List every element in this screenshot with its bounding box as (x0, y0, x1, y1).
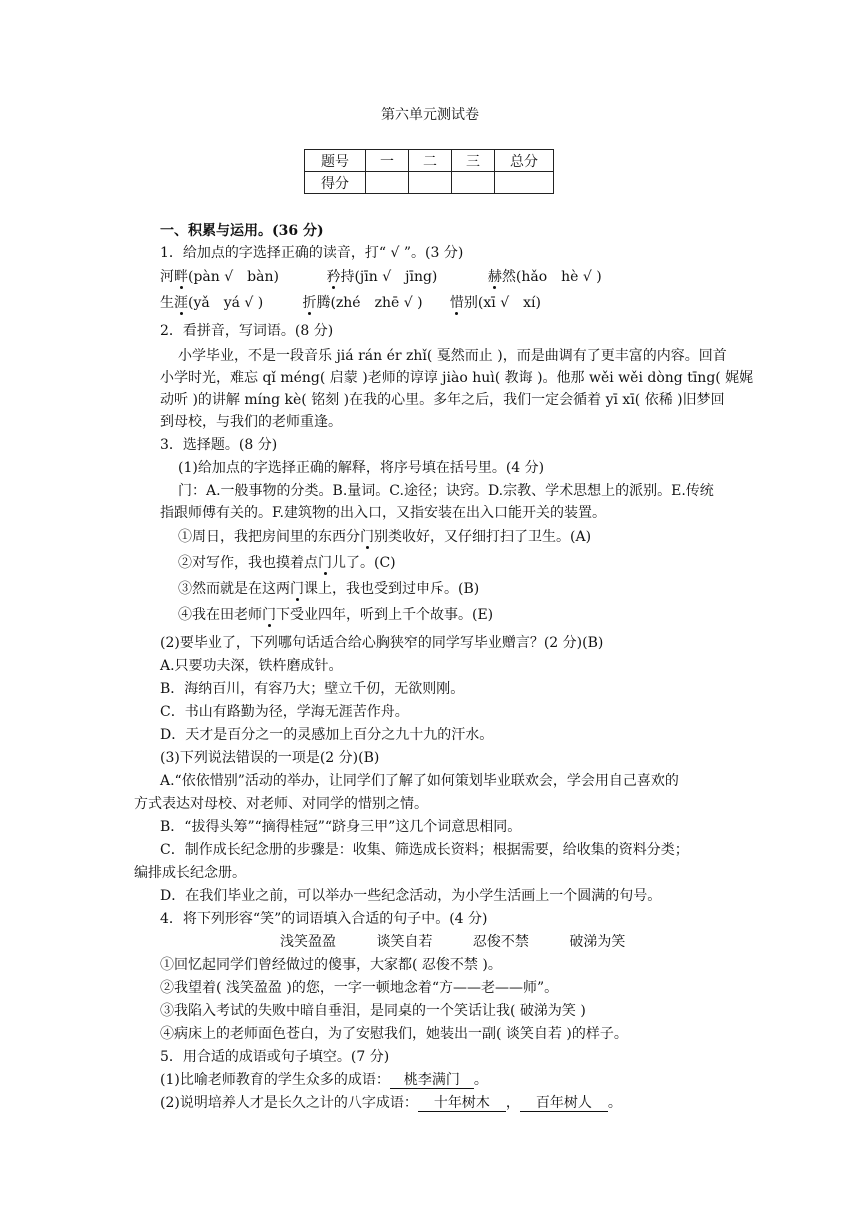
dotted-char: 涯 (174, 295, 188, 311)
text: 别 (463, 295, 478, 311)
text: ， (505, 1095, 520, 1111)
word-bank-item: 谈笑自若 (376, 934, 433, 950)
text: (yǎ yá √ ) (188, 295, 264, 311)
q1-item (488, 268, 602, 286)
option-line: 编排成长纪念册。 (134, 865, 246, 881)
text: ②对写作，我也摸着点 (178, 555, 318, 571)
text: 然 (501, 269, 516, 285)
option-line: C．制作成长纪念册的步骤是：收集、筛选成长资料；根据需要，给收集的资料分类； (160, 842, 689, 858)
question-5-line-1 (160, 1071, 488, 1089)
question-1-stem: 1．给加点的字选择正确的读音，打“ √ ”。(3 分) (160, 245, 464, 261)
question-3-part-3: (3)下列说法错误的一项是(2 分)(B) (160, 750, 380, 766)
answer-blank[interactable]: 十年树木 (418, 1096, 506, 1112)
score-input-cell[interactable] (366, 172, 409, 194)
definition-line: 指跟师傅有关的。F.建筑物的出入口，又指安装在出入口能开关的装置。 (160, 505, 606, 521)
option-line: C．书山有路勤为径，学海无涯苦作舟。 (160, 704, 409, 720)
question-3-part-2: (2)要毕业了，下列哪句话适合给心胸狭窄的同学写毕业赠言？(2 分)(B) (160, 635, 604, 651)
text: 河 (160, 269, 174, 285)
score-table (304, 149, 554, 194)
text: 。 (473, 1072, 488, 1088)
option-line: B．“拔得头筹”“摘得桂冠”“跻身三甲”这几个词意思相同。 (160, 819, 522, 835)
score-table-cell: 一 (366, 150, 409, 172)
q1-item (450, 294, 541, 312)
text: 别类收好，又仔细打扫了卫生。(A) (374, 529, 592, 545)
question-4-line: ③我陷入考试的失败中暗自垂泪，是同桌的一个笑话让我( 破涕为笑 ) (160, 1003, 586, 1019)
text: (1)比喻老师教育的学生众多的成语： (160, 1072, 390, 1088)
question-1-row-1 (160, 268, 602, 286)
page-title: 第六单元测试卷 (381, 107, 479, 123)
text: ①周日，我把房间里的东西分 (178, 529, 360, 545)
text: 生 (160, 295, 174, 311)
q1-item (160, 268, 322, 286)
section-heading: 一、积累与运用。(36 分) (160, 223, 324, 239)
option-line: A.“依依惜别”活动的举办，让同学们了解了如何策划毕业联欢会，学会用自己喜欢的 (160, 773, 679, 789)
sentence-item (178, 554, 396, 572)
definition-line: 门：A.一般事物的分类。B.量词。C.途径；诀窍。D.宗教、学术思想上的派别。E.传统 (178, 483, 714, 499)
dotted-char: 门 (262, 607, 276, 623)
score-table-score-row (305, 172, 554, 194)
dotted-char: 门 (318, 555, 332, 571)
dotted-char: 门 (360, 529, 374, 545)
question-2-line: 小学时光，难忘 qǐ méng( 启蒙 )老师的谆谆 jiào huì( 教诲 )。他那 wěi wěi dòng tīng( 娓娓 (160, 370, 754, 386)
text: 。 (607, 1095, 622, 1111)
text: (xī √ xí) (477, 295, 541, 311)
q1-item (302, 294, 445, 312)
option-line: B．海纳百川，有容乃大；壁立千仞，无欲则刚。 (160, 681, 465, 697)
text: ④我在田老师 (178, 607, 262, 623)
score-input-cell[interactable] (495, 172, 554, 194)
dotted-char: 矜 (326, 269, 341, 285)
sentence-item (178, 580, 479, 598)
question-4-line: ①回忆起同学们曾经做过的傻事，大家都( 忍俊不禁 )。 (160, 957, 502, 973)
option-line: 方式表达对母校、对老师、对同学的惜别之情。 (134, 796, 428, 812)
text: (pàn √ bàn) (188, 269, 279, 285)
word-bank (280, 933, 625, 951)
question-2-line: 小学毕业，不是一段音乐 jiá rán ér zhǐ( 戛然而止 )，而是曲调有了更丰富的内容。回首 (178, 348, 727, 364)
text: 课上，我也受到过申斥。(B) (304, 581, 480, 597)
score-table-cell: 题号 (305, 150, 366, 172)
score-table-cell: 二 (409, 150, 452, 172)
text: 下受业四年，听到上千个故事。(E) (276, 607, 494, 623)
option-line: D．在我们毕业之前，可以举办一些纪念活动，为小学生活画上一个圆满的句号。 (160, 888, 662, 904)
score-table-header-row (305, 150, 554, 172)
word-bank-item: 浅笑盈盈 (280, 934, 336, 950)
question-4-line: ④病床上的老师面色苍白，为了安慰我们，她装出一副( 谈笑自若 )的样子。 (160, 1026, 628, 1042)
question-2-stem: 2．看拼音，写词语。(8 分) (160, 323, 334, 339)
q1-item (326, 268, 483, 286)
question-2-line: 动听 )的讲解 míng kè( 铭刻 )在我的心里。多年之后，我们一定会循着 yī xī( 依稀 )旧梦回 (160, 392, 725, 408)
text: 持 (340, 269, 355, 285)
question-3-stem: 3．选择题。(8 分) (160, 437, 278, 453)
dotted-char: 畔 (174, 269, 188, 285)
dotted-char: 折 (302, 295, 317, 311)
answer-blank[interactable]: 百年树人 (520, 1096, 608, 1112)
score-input-cell[interactable] (409, 172, 452, 194)
score-table-cell: 三 (452, 150, 495, 172)
score-table-cell: 得分 (305, 172, 366, 194)
option-line: D．天才是百分之一的灵感加上百分之九十九的汗水。 (160, 727, 494, 743)
text: (jīn √ jīng) (354, 269, 438, 285)
question-5-stem: 5．用合适的成语或句子填空。(7 分) (160, 1049, 390, 1065)
question-1-row-2 (160, 294, 541, 312)
sentence-item (178, 528, 591, 546)
dotted-char: 惜 (449, 295, 464, 311)
score-table-cell: 总分 (495, 150, 554, 172)
question-4-stem: 4．将下列形容“笑”的词语填入合适的句子中。(4 分) (160, 911, 488, 927)
question-5-line-2 (160, 1094, 622, 1112)
word-bank-item: 忍俊不禁 (472, 934, 529, 950)
text: ③然而就是在这两 (178, 581, 290, 597)
text: 腾 (316, 295, 331, 311)
question-4-line: ②我望着( 浅笑盈盈 )的您，一字一顿地念着“方——老——师”。 (160, 980, 559, 996)
text: (2)说明培养人才是长久之计的八字成语： (160, 1095, 418, 1111)
question-2-line: 到母校，与我们的老师重逢。 (160, 414, 342, 430)
option-line: A.只要功夫深，铁杵磨成针。 (160, 658, 343, 674)
question-3-part-1: (1)给加点的字选择正确的解释，将序号填在括号里。(4 分) (178, 460, 545, 476)
dotted-char: 赫 (487, 269, 502, 285)
sentence-item (178, 606, 493, 624)
word-bank-item: 破涕为笑 (569, 934, 626, 950)
text: 儿了。(C) (332, 555, 396, 571)
q1-item (160, 294, 298, 312)
score-input-cell[interactable] (452, 172, 495, 194)
text: (zhé zhē √ ) (330, 295, 423, 311)
answer-blank[interactable]: 桃李满门 (390, 1073, 474, 1089)
dotted-char: 门 (290, 581, 304, 597)
text: (hǎo hè √ ) (515, 269, 602, 285)
